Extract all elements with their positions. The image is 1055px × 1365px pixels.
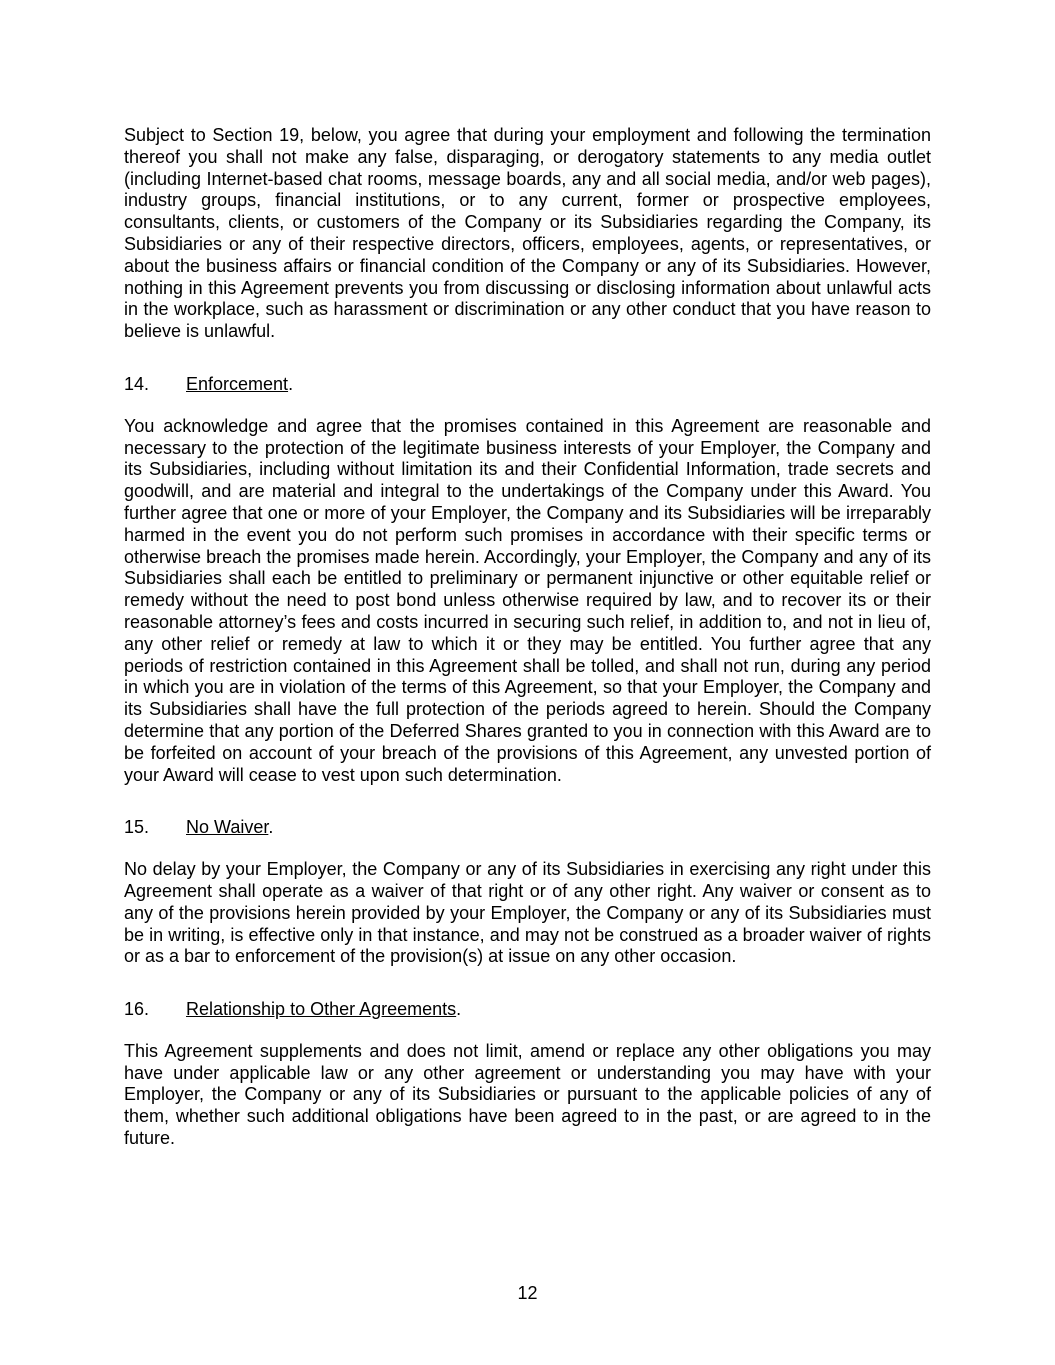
heading-period: . — [268, 817, 274, 838]
section-body-14: You acknowledge and agree that the promises contained in this Agreement are reasonable and necessary to the protection of the legitimate business interests of your Employer, the Company and its Subsidiaries, including without limitation its and their Confidential Information, trade secrets and goodwill, and are material and integral to the undertakings of the Company under this Award. You further agree that one or more of your Employer, the Company and its Subsidiaries will be irreparably harmed in the event you do not perform such promises in accordance with their specific terms or otherwise breach the promises made herein. Accordingly, your Employer, the Company and any of its Subsidiaries shall each be entitled to preliminary or permanent injunctive or other equitable relief or remedy without the need to post bond unless otherwise required by law, and to recover its or their reasonable attorney’s fees and costs incurred in securing such relief, in addition to, and not in lieu of, any other relief or remedy at law to which it or they may be entitled. You further agree that any periods of restriction contained in this Agreement shall be tolled, and shall not run, during any period in which you are in violation of the terms of this Agreement, so that your Employer, the Company and its Subsidiaries shall have the full protection of the periods agreed to herein. Should the Company determine that any portion of the Deferred Shares granted to you in connection with this Award are to be forfeited on account of your breach of the provisions of this Agreement, any unvested portion of your Award will cease to vest upon such determination. — [124, 415, 931, 785]
heading-period: . — [288, 373, 294, 394]
section-title: Relationship to Other Agreements — [186, 999, 457, 1020]
section-heading-14 — [124, 374, 931, 396]
heading-period: . — [456, 999, 462, 1020]
section-number: 16. — [124, 999, 150, 1020]
intro-paragraph: Subject to Section 19, below, you agree that during your employment and following the termination thereof you shall not make any false, disparaging, or derogatory statements to any media outlet (including Internet-based chat rooms, message boards, any and all social media, and/or web pages), industry groups, financial institutions, or to any current, former or prospective employees, consultants, clients, or customers of the Company or its Subsidiaries regarding the Company, its Subsidiaries or any of their respective directors, officers, employees, agents, or representatives, or about the business affairs or financial condition of the Company or any of its Subsidiaries. However, nothing in this Agreement prevents you from discussing or disclosing information about unlawful acts in the workplace, such as harassment or discrimination or any other conduct that you have reason to believe is unlawful. — [124, 125, 931, 342]
section-heading-15 — [124, 817, 931, 839]
section-title: Enforcement — [186, 373, 289, 394]
section-body-15: No delay by your Employer, the Company or any of its Subsidiaries in exercising any right under this Agreement shall operate as a waiver of that right or of any other right. Any waiver or consent as to any of the provisions herein provided by your Employer, the Company or any of its Subsidiaries must be in writing, is effective only in that instance, and may not be construed as a broader waiver of rights or as a bar to enforcement of the provision(s) at issue on any other occasion. — [124, 859, 931, 967]
page-number: 12 — [517, 1283, 538, 1303]
section-number: 15. — [124, 817, 150, 838]
section-heading-16 — [124, 999, 931, 1021]
section-title: No Waiver — [186, 817, 269, 838]
section-body-16: This Agreement supplements and does not limit, amend or replace any other obligations you may have under applicable law or any other agreement or understanding you may have with your Employer, the Company or any of its Subsidiaries or pursuant to the applicable policies of any of them, whether such additional obligations have been agreed to in the past, or are agreed to in the future. — [124, 1040, 931, 1149]
page-content — [124, 125, 931, 1150]
section-number: 14. — [124, 373, 150, 394]
